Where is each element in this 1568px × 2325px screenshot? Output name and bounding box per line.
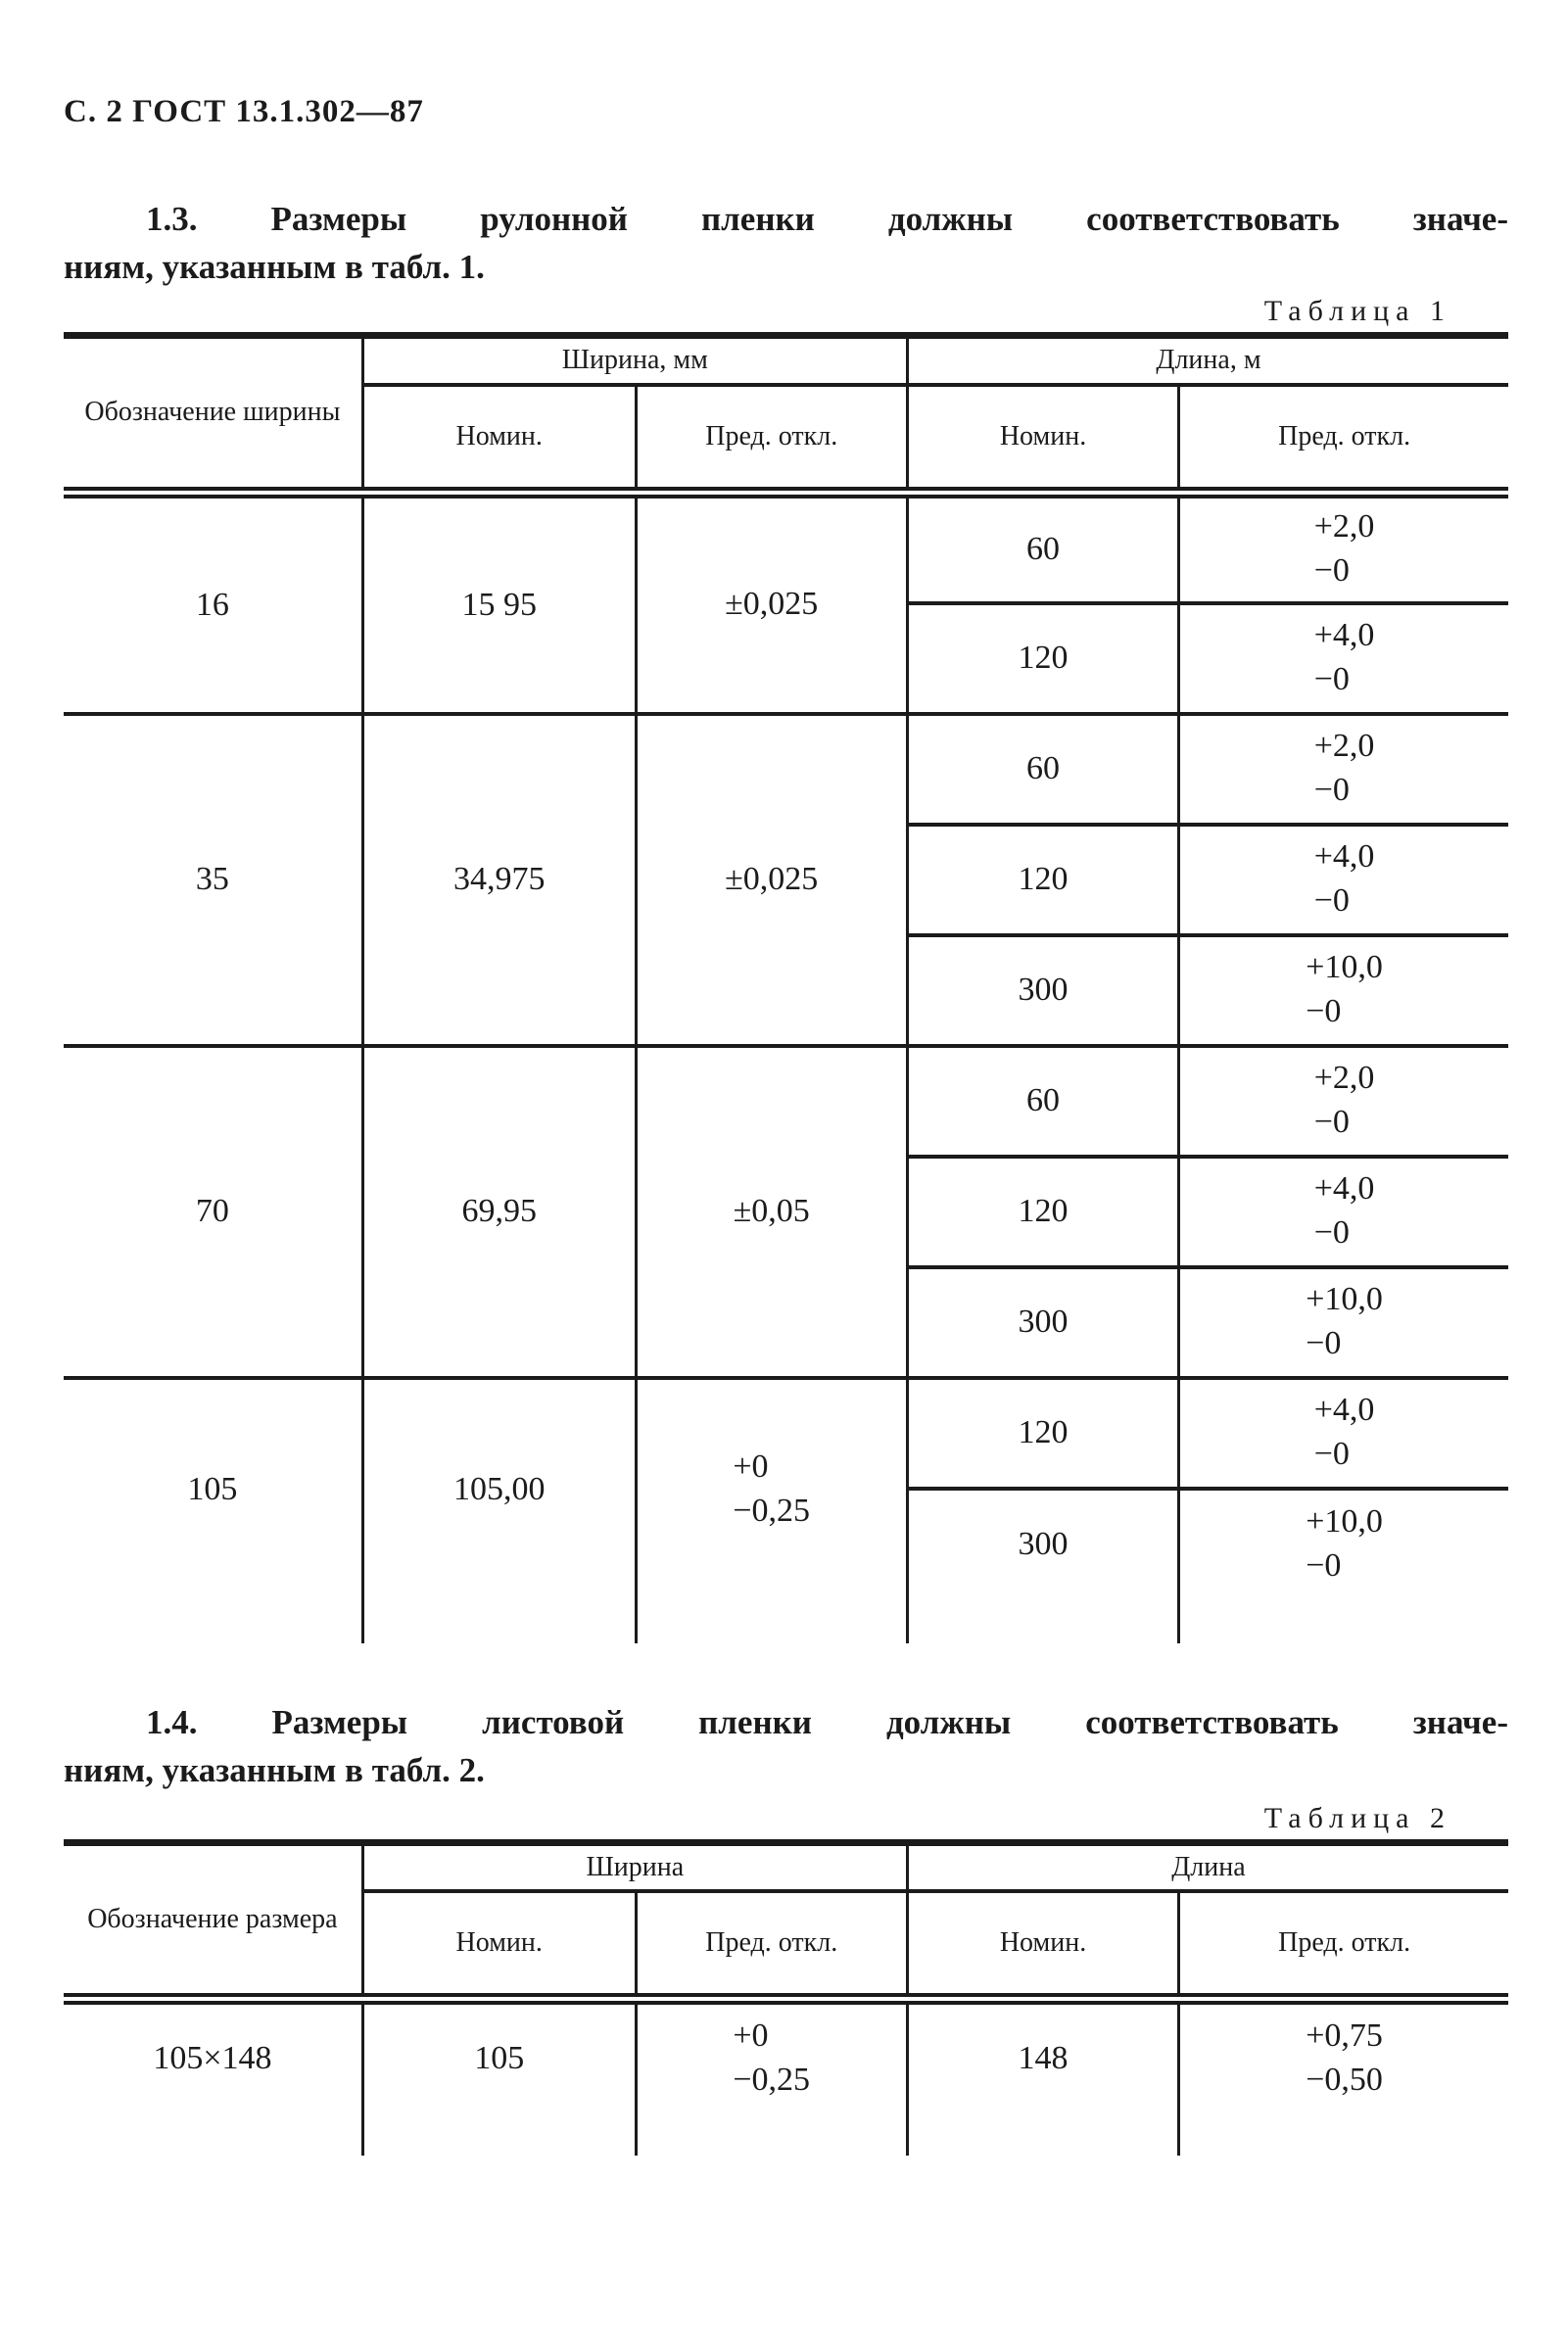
width-nominal-cell: 15 95 — [362, 493, 636, 714]
tolerance-line: −0 — [1306, 1325, 1342, 1361]
col-group-width: Ширина — [362, 1842, 907, 1891]
length-deviation-cell — [1179, 603, 1508, 714]
length-nominal-cell: 120 — [907, 1157, 1178, 1267]
paragraph-1-3 — [64, 195, 1508, 291]
length-deviation-cell — [1179, 935, 1508, 1046]
length-nominal-cell: 148 — [907, 1999, 1178, 2111]
col-header-width-deviation: Пред. откл. — [636, 385, 907, 493]
width-deviation-cell — [636, 493, 907, 714]
width-designation-cell: 105 — [64, 1378, 362, 1599]
paragraph-line: ниям, указанным в табл. 2. — [64, 1750, 485, 1789]
width-nominal-cell: 34,975 — [362, 714, 636, 1046]
width-designation-cell: 35 — [64, 714, 362, 1046]
col-header-length-deviation: Пред. откл. — [1179, 385, 1508, 493]
length-deviation-cell — [1179, 714, 1508, 825]
col-header-designation: Обозначение размера — [64, 1842, 362, 1999]
length-nominal-cell: 300 — [907, 1267, 1178, 1378]
length-nominal-cell: 60 — [907, 1046, 1178, 1157]
width-designation-cell: 70 — [64, 1046, 362, 1378]
size-designation-cell: 105×148 — [64, 1999, 362, 2111]
width-nominal-cell: 105,00 — [362, 1378, 636, 1599]
col-header-width-nominal: Номин. — [362, 385, 636, 493]
tolerance-line: −0 — [1313, 882, 1350, 919]
tolerance-line: +10,0 — [1306, 1503, 1383, 1541]
length-nominal-cell: 120 — [907, 603, 1178, 714]
tolerance-line: −0 — [1313, 1104, 1350, 1140]
length-nominal-cell: 120 — [907, 825, 1178, 935]
tolerance-line: +4,0 — [1313, 1392, 1375, 1429]
length-nominal-cell: 120 — [907, 1378, 1178, 1489]
tolerance-line: +2,0 — [1313, 508, 1375, 546]
tolerance-line: ±0,05 — [733, 1192, 810, 1229]
tolerance-line: −0 — [1313, 552, 1350, 589]
tolerance-line: −0 — [1313, 1214, 1350, 1251]
table-bottom-spacer — [64, 1599, 1508, 1643]
tolerance-line: ±0,025 — [725, 586, 819, 623]
width-deviation-cell — [636, 1999, 907, 2111]
length-nominal-cell: 60 — [907, 714, 1178, 825]
col-group-length: Длина — [907, 1842, 1508, 1891]
length-deviation-cell — [1179, 1999, 1508, 2111]
width-nominal-cell: 69,95 — [362, 1046, 636, 1378]
tolerance-line: −0,50 — [1306, 2061, 1383, 2098]
table1 — [64, 332, 1508, 1643]
length-deviation-cell — [1179, 1046, 1508, 1157]
col-group-width: Ширина, мм — [362, 336, 907, 385]
tolerance-line: −0 — [1306, 1547, 1342, 1584]
tolerance-line: +4,0 — [1313, 1170, 1375, 1208]
width-nominal-cell: 105 — [362, 1999, 636, 2111]
width-deviation-cell — [636, 1378, 907, 1599]
length-nominal-cell: 60 — [907, 493, 1178, 603]
width-deviation-cell — [636, 714, 907, 1046]
col-header-length-deviation: Пред. откл. — [1179, 1891, 1508, 1999]
tolerance-line: +10,0 — [1306, 1281, 1383, 1318]
col-header-designation: Обозначение ширины — [64, 336, 362, 493]
tolerance-line: −0 — [1313, 772, 1350, 808]
length-deviation-cell — [1179, 825, 1508, 935]
tolerance-line: −0,25 — [733, 1492, 811, 1529]
paragraph-line: ниям, указанным в табл. 1. — [64, 248, 485, 286]
tolerance-line: +2,0 — [1313, 1060, 1375, 1097]
length-deviation-cell — [1179, 1267, 1508, 1378]
length-deviation-cell — [1179, 1489, 1508, 1599]
col-header-length-nominal: Номин. — [907, 1891, 1178, 1999]
length-nominal-cell: 300 — [907, 1489, 1178, 1599]
length-deviation-cell — [1179, 1378, 1508, 1489]
tolerance-line: −0 — [1306, 993, 1342, 1029]
length-deviation-cell — [1179, 1157, 1508, 1267]
col-header-width-deviation: Пред. откл. — [636, 1891, 907, 1999]
table2 — [64, 1839, 1508, 2157]
paragraph-line: 1.4. Размеры листовой пленки должны соответствовать значе- — [146, 1702, 1508, 1741]
tolerance-line: −0 — [1313, 1436, 1350, 1472]
tolerance-line: +10,0 — [1306, 949, 1383, 986]
width-deviation-cell — [636, 1046, 907, 1378]
tolerance-line: +4,0 — [1313, 838, 1375, 876]
table-bottom-spacer — [64, 2111, 1508, 2156]
tolerance-line: −0 — [1313, 661, 1350, 697]
length-deviation-cell — [1179, 493, 1508, 603]
col-group-length: Длина, м — [907, 336, 1508, 385]
table1-caption: Таблица 1 — [1263, 295, 1451, 327]
tolerance-line: ±0,025 — [725, 860, 819, 897]
tolerance-line: +0 — [733, 1447, 769, 1485]
tolerance-line: +4,0 — [1313, 617, 1375, 654]
paragraph-1-4 — [64, 1698, 1508, 1794]
page-header: С. 2 ГОСТ 13.1.302—87 — [64, 94, 424, 129]
col-header-length-nominal: Номин. — [907, 385, 1178, 493]
col-header-width-nominal: Номин. — [362, 1891, 636, 1999]
paragraph-line: 1.3. Размеры рулонной пленки должны соответствовать значе- — [146, 200, 1508, 238]
width-designation-cell: 16 — [64, 493, 362, 714]
table2-caption: Таблица 2 — [1263, 1801, 1451, 1834]
tolerance-line: −0,25 — [733, 2061, 811, 2098]
tolerance-line: +0,75 — [1306, 2017, 1383, 2054]
tolerance-line: +0 — [733, 2017, 769, 2054]
tolerance-line: +2,0 — [1313, 728, 1375, 765]
length-nominal-cell: 300 — [907, 935, 1178, 1046]
